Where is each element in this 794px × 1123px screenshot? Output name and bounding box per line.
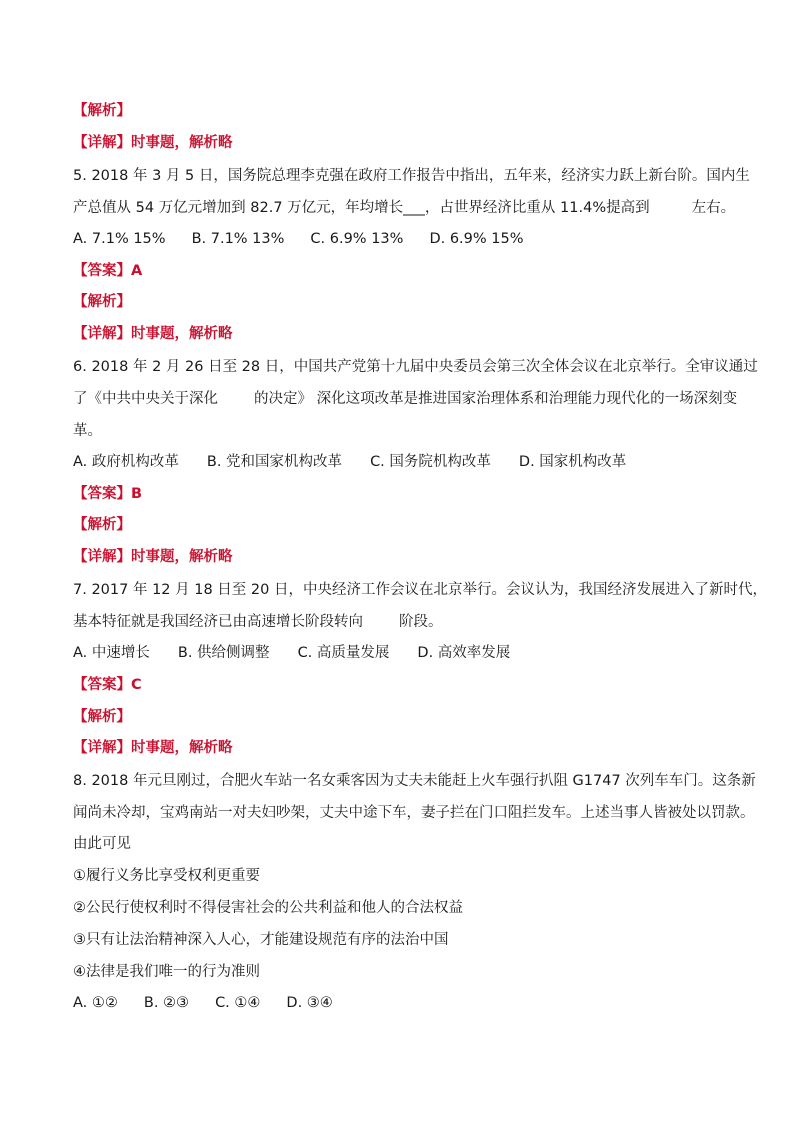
q7-option-b: B. 供给侧调整 — [177, 645, 270, 661]
q6-option-b: B. 党和国家机构改革 — [206, 454, 343, 470]
q8-option-b: B. ②③ — [143, 995, 190, 1011]
q5-options — [73, 229, 734, 249]
q8-statement-3: ③只有让法治精神深入人心，才能建设规范有序的法治中国 — [73, 932, 449, 948]
q5-answer: 【答案】A — [73, 263, 143, 279]
q6-option-a: A. 政府机构改革 — [73, 454, 179, 470]
q8-statement-1: ①履行义务比享受权利更重要 — [73, 868, 260, 884]
q8-options — [73, 993, 734, 1013]
q6-text-line2: 了《中共中央关于深化 的决定》 深化这项改革是推进国家治理体系和治理能力现代化的一场深刻变 — [73, 391, 738, 407]
q6-options — [73, 452, 734, 472]
q7-options — [73, 643, 734, 663]
q5-detail-row: 【详解】时事题，解析略 — [73, 326, 233, 342]
q7-option-a: A. 中速增长 — [73, 645, 150, 661]
q5-analysis-label: 【解析】 — [73, 294, 131, 310]
q8-option-d: D. ③④ — [286, 995, 333, 1011]
q7-text-line1: 7. 2017 年 12 月 18 日至 20 日，中央经济工作会议在北京举行。会议认为，我国经济发展进入了新时代， — [73, 582, 767, 598]
q5-text-line1: 5. 2018 年 3 月 5 日，国务院总理李克强在政府工作报告中指出，五年来，经济实力跃上新台阶。国内生 — [73, 168, 750, 184]
q5-option-c: C. 6.9% 13% — [310, 231, 404, 247]
q7-option-d: D. 高效率发展 — [417, 645, 511, 661]
q8-text-line3: 由此可见 — [73, 836, 131, 852]
q6-text-line3: 革。 — [73, 423, 102, 439]
q6-detail-row: 【详解】时事题，解析略 — [73, 549, 233, 565]
q7-analysis-label: 【解析】 — [73, 709, 131, 725]
q5-option-b: B. 7.1% 13% — [191, 231, 285, 247]
q5-option-d: D. 6.9% 15% — [429, 231, 524, 247]
q8-option-c: C. ①④ — [215, 995, 261, 1011]
analysis-label-q4: 【解析】 — [73, 103, 131, 119]
q6-answer: 【答案】B — [73, 486, 143, 502]
q6-analysis-label: 【解析】 — [73, 517, 131, 533]
q6-option-d: D. 国家机构改革 — [518, 454, 627, 470]
q5-option-a: A. 7.1% 15% — [73, 231, 166, 247]
q8-text-line2: 闻尚未冷却，宝鸡南站一对夫妇吵架，丈夫中途下车，妻子拦在门口阻拦发车。上述当事人皆被处以罚款。 — [73, 805, 755, 821]
q7-option-c: C. 高质量发展 — [297, 645, 390, 661]
detail-row-q4: 【详解】时事题，解析略 — [73, 135, 233, 151]
q6-option-c: C. 国务院机构改革 — [370, 454, 491, 470]
q7-text-line2: 基本特征就是我国经济已由高速增长阶段转向 阶段。 — [73, 614, 443, 630]
q7-answer: 【答案】C — [73, 677, 142, 693]
q5-text-line2: 产总值从 54 万亿元增加到 82.7 万亿元，年均增长___，占世界经济比重从 11.4%提高到 左右。 — [73, 200, 736, 216]
q6-text-line1: 6. 2018 年 2 月 26 日至 28 日，中国共产党第十九届中央委员会第三次全体会议在北京举行。全审议通过 — [73, 359, 758, 375]
q8-statement-2: ②公民行使权利时不得侵害社会的公共利益和他人的合法权益 — [73, 900, 463, 916]
q8-option-a: A. ①② — [73, 995, 118, 1011]
q8-statement-4: ④法律是我们唯一的行为准则 — [73, 964, 260, 980]
q8-text-line1: 8. 2018 年元旦刚过，合肥火车站一名女乘客因为丈夫未能赶上火车强行扒阻 G1747 次列车车门。这条新 — [73, 773, 756, 789]
q7-detail-row: 【详解】时事题，解析略 — [73, 740, 233, 756]
